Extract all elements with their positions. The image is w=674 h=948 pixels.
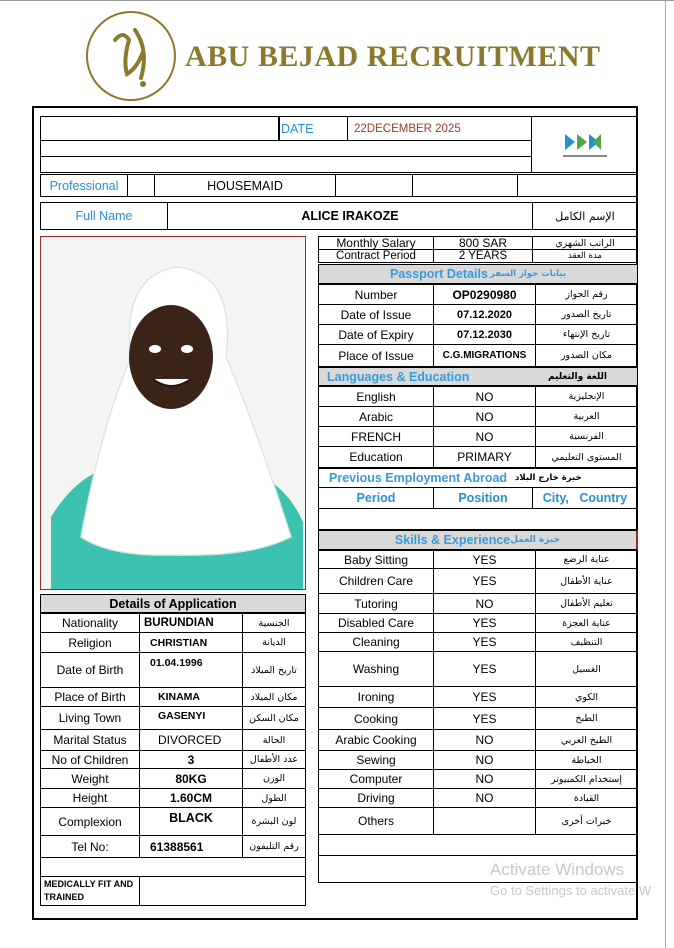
languages-title-ar: اللغة والتعليم xyxy=(547,371,607,382)
skills-title-ar: خبرة العمل xyxy=(510,535,561,545)
passport-number-ar: رقم الجواز xyxy=(535,284,638,305)
app-ar: مكان الميلاد xyxy=(242,687,306,707)
passport-number-label: Number xyxy=(318,284,434,305)
candidate-photo xyxy=(40,236,306,590)
app-ar: تاريخ الميلاد xyxy=(242,652,306,688)
app-label: Religion xyxy=(40,632,140,653)
skill-label: Sewing xyxy=(318,750,434,770)
skills-section-header xyxy=(318,530,638,550)
arabic-ar: العربية xyxy=(535,406,638,427)
skill-label: Computer xyxy=(318,769,434,789)
app-label: Marital Status xyxy=(40,729,140,751)
skill-value: YES xyxy=(433,686,536,708)
skill-ar: التنظيف xyxy=(535,632,638,652)
app-ar: الديانة xyxy=(242,632,306,653)
app-value: 1.60CM xyxy=(139,788,243,808)
skill-label: Baby Sitting xyxy=(318,550,434,569)
app-value: CHRISTIAN xyxy=(139,632,243,653)
skill-ar: عناية الرضع xyxy=(535,550,638,569)
place-of-issue-value: C.G.MIGRATIONS xyxy=(433,344,536,367)
professional-label: Professional xyxy=(40,174,128,197)
app-ar: الطول xyxy=(242,788,306,808)
education-label: Education xyxy=(318,446,434,468)
passport-title: Passport Details xyxy=(389,267,488,281)
professional-value: HOUSEMAID xyxy=(154,174,336,197)
full-name-ar: الإسم الكامل xyxy=(532,202,638,230)
skill-label: Disabled Care xyxy=(318,613,434,633)
skill-ar: إستخدام الكمبيوتر xyxy=(535,769,638,789)
app-label: Date of Birth xyxy=(40,652,140,688)
passport-number-value: OP0290980 xyxy=(433,284,536,305)
skill-value: NO xyxy=(433,593,536,614)
expiry-date-label: Date of Expiry xyxy=(318,324,434,345)
languages-title: Languages & Education xyxy=(327,369,470,384)
skill-ar: الخياطة xyxy=(535,750,638,770)
partner-logo-icon xyxy=(555,128,615,162)
app-label: Height xyxy=(40,788,140,808)
full-name-label: Full Name xyxy=(40,202,168,230)
col-position: Position xyxy=(433,487,533,509)
skill-value: NO xyxy=(433,729,536,751)
skill-label: Others xyxy=(318,807,434,835)
contract-period-label: Contract Period xyxy=(318,249,434,263)
app-value: 80KG xyxy=(139,768,243,789)
skill-label: Arabic Cooking xyxy=(318,729,434,751)
app-ar: الجنسية xyxy=(242,613,306,633)
employment-empty-row xyxy=(318,508,638,530)
employment-title: Previous Employment Abroad xyxy=(329,471,508,485)
education-ar: المستوى التعليمي xyxy=(535,446,638,468)
skill-ar: الكوي xyxy=(535,686,638,708)
app-ar: لون البشرة xyxy=(242,807,306,836)
skill-value: NO xyxy=(433,769,536,789)
skill-label: Driving xyxy=(318,788,434,808)
skill-value: YES xyxy=(433,651,536,687)
app-empty-cell xyxy=(139,876,306,906)
app-value: KINAMA xyxy=(139,687,243,707)
skills-title: Skills & Experience xyxy=(394,533,511,547)
blank-cell xyxy=(412,174,518,197)
app-value: GASENYI xyxy=(139,706,243,730)
french-ar: الفرنسية xyxy=(535,426,638,447)
app-value: BURUNDIAN xyxy=(139,613,243,633)
app-label: Complexion xyxy=(40,807,140,836)
blank-cell xyxy=(127,174,155,197)
skill-ar: القيادة xyxy=(535,788,638,808)
french-label: FRENCH xyxy=(318,426,434,447)
app-label: Nationality xyxy=(40,613,140,633)
col-period: Period xyxy=(318,487,434,509)
skill-value: NO xyxy=(433,750,536,770)
skill-value: YES xyxy=(433,568,536,594)
right-border xyxy=(665,0,666,948)
col-city-country: City, Country xyxy=(532,487,638,509)
app-ar: الوزن xyxy=(242,768,306,789)
passport-section-header xyxy=(318,264,638,284)
blank-row xyxy=(40,140,532,157)
app-label: Living Town xyxy=(40,706,140,730)
issue-date-value: 07.12.2020 xyxy=(433,304,536,325)
skill-ar: الطبخ xyxy=(535,707,638,730)
skill-ar: الطبخ العربي xyxy=(535,729,638,751)
english-label: English xyxy=(318,386,434,407)
application-section-header: Details of Application xyxy=(40,594,306,613)
skill-ar: تعليم الأطفال xyxy=(535,593,638,614)
date-label: DATE xyxy=(278,116,348,141)
app-label: No of Children xyxy=(40,750,140,769)
skill-label: Ironing xyxy=(318,686,434,708)
skill-value xyxy=(433,807,536,835)
date-value: 22DECEMBER 2025 xyxy=(347,116,532,141)
partner-logo xyxy=(531,116,638,173)
app-value: 61388561 xyxy=(139,835,243,858)
activation-watermark-subtitle: Go to Settings to activate W xyxy=(490,883,652,898)
skill-ar: الغسيل xyxy=(535,651,638,687)
skill-ar: عناية الأطفال xyxy=(535,568,638,594)
english-value: NO xyxy=(433,386,536,407)
skill-label: Washing xyxy=(318,651,434,687)
skill-value: YES xyxy=(433,613,536,633)
app-ar: الحالة xyxy=(242,729,306,751)
company-logo-icon xyxy=(85,10,177,102)
skill-ar: خبرات أخرى xyxy=(535,807,638,835)
skill-label: Cooking xyxy=(318,707,434,730)
blank-row xyxy=(40,156,532,173)
passport-title-ar: بيانات جواز السفر xyxy=(489,269,567,279)
skill-label: Children Care xyxy=(318,568,434,594)
activation-watermark-title: Activate Windows xyxy=(490,860,625,879)
full-name-value: ALICE IRAKOZE xyxy=(167,202,533,230)
issue-date-label: Date of Issue xyxy=(318,304,434,325)
french-value: NO xyxy=(433,426,536,447)
expiry-date-value: 07.12.2030 xyxy=(433,324,536,345)
skill-value: YES xyxy=(433,550,536,569)
company-name: ABU BEJAD RECRUITMENT xyxy=(185,40,601,73)
place-of-issue-label: Place of Issue xyxy=(318,344,434,367)
app-value: 01.04.1996 xyxy=(139,652,243,688)
person-photo-icon xyxy=(41,237,306,590)
skill-value: NO xyxy=(433,788,536,808)
app-value: BLACK xyxy=(139,807,243,836)
monthly-salary-ar: الراتب الشهري xyxy=(532,236,638,250)
arabic-label: Arabic xyxy=(318,406,434,427)
skill-label: Tutoring xyxy=(318,593,434,614)
skills-empty-row xyxy=(318,834,638,856)
app-empty-row xyxy=(40,857,306,877)
skill-label: Cleaning xyxy=(318,632,434,652)
medically-fit-note: MEDICALLY FIT AND TRAINED xyxy=(44,879,134,902)
app-ar: رقم التليفون xyxy=(242,835,306,858)
app-ar: عدد الأطفال xyxy=(242,750,306,769)
languages-section-header xyxy=(318,367,638,386)
education-value: PRIMARY xyxy=(433,446,536,468)
employment-section-header xyxy=(318,468,638,488)
arabic-value: NO xyxy=(433,406,536,427)
skill-value: YES xyxy=(433,707,536,730)
skill-ar: عناية العجزة xyxy=(535,613,638,633)
app-ar: مكان السكن xyxy=(242,706,306,730)
english-ar: الإنجليزية xyxy=(535,386,638,407)
app-label: Weight xyxy=(40,768,140,789)
employment-title-ar: خبرة خارج البلاد xyxy=(515,473,582,483)
monthly-salary-value: 800 SAR xyxy=(433,236,533,250)
app-label: Tel No: xyxy=(40,835,140,858)
place-of-issue-ar: مكان الصدور xyxy=(535,344,638,367)
blank-cell xyxy=(335,174,413,197)
issue-date-ar: تاريخ الصدور xyxy=(535,304,638,325)
contract-period-ar: مدة العقد xyxy=(532,249,638,263)
page-header xyxy=(85,10,645,102)
skill-value: YES xyxy=(433,632,536,652)
medically-fit-cell xyxy=(40,876,140,906)
monthly-salary-label: Monthly Salary xyxy=(318,236,434,250)
app-label: Place of Birth xyxy=(40,687,140,707)
top-border xyxy=(0,0,674,1)
contract-period-value: 2 YEARS xyxy=(433,249,533,263)
app-value: DIVORCED xyxy=(139,729,243,751)
expiry-date-ar: تاريخ الإنتهاء xyxy=(535,324,638,345)
blank-cell xyxy=(40,116,280,141)
blank-cell xyxy=(517,174,638,197)
app-value: 3 xyxy=(139,750,243,769)
